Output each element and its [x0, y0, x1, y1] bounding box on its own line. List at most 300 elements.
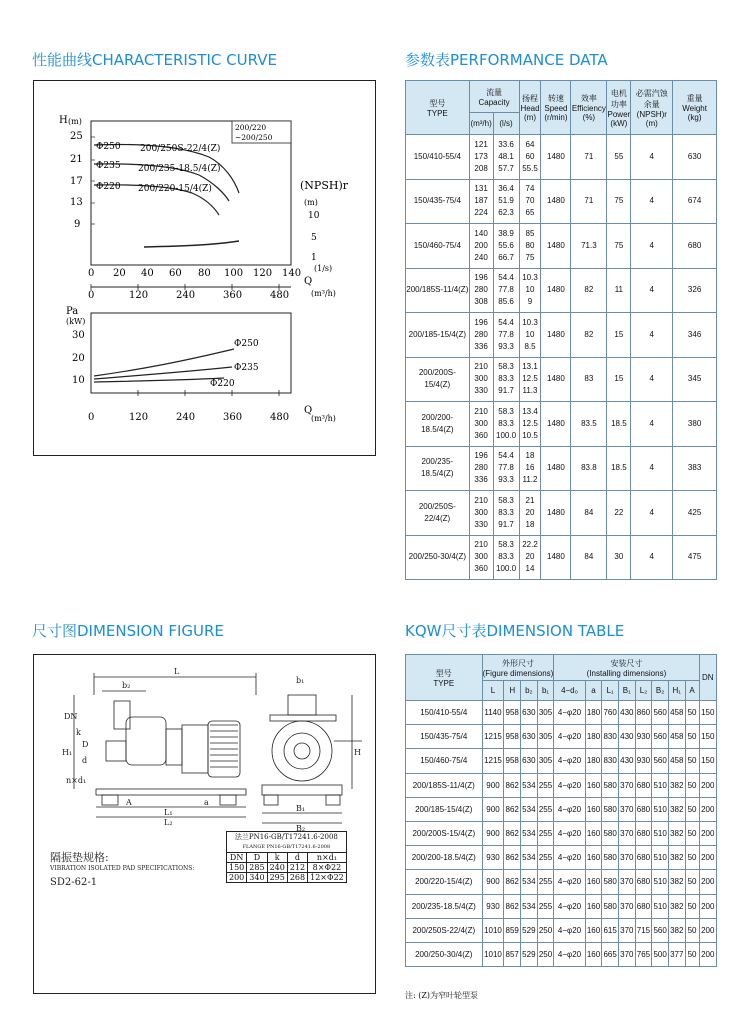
dimension-cell: 200	[699, 821, 716, 845]
dimension-cell: 255	[537, 870, 554, 894]
flange-header: DN	[227, 852, 247, 862]
dimension-cell: 580	[602, 846, 619, 870]
dim-label: DN	[64, 712, 78, 721]
performance-cell-speed: 1480	[541, 491, 571, 536]
dim-col-header: H	[504, 681, 521, 701]
performance-table	[405, 80, 717, 580]
dimension-cell: 50	[685, 821, 699, 845]
head-axis-label: H	[59, 115, 68, 126]
dim-label: a	[204, 798, 209, 807]
dimension-cell: 680	[635, 773, 652, 797]
dimension-cell: 430	[618, 725, 635, 749]
dimension-cell: 200	[699, 846, 716, 870]
dimension-cell: 160	[585, 870, 602, 894]
dim-label: k	[76, 728, 81, 737]
performance-cell-npsh: 4	[631, 402, 673, 447]
svg-text:360: 360	[223, 290, 243, 301]
head-tick: 17	[70, 176, 83, 187]
performance-row	[406, 268, 717, 313]
flange-subtitle: FLANGE PN16-GB/T17241.6-2008	[227, 842, 347, 852]
performance-cell-npsh: 4	[631, 179, 673, 224]
dimension-cell: 500	[652, 942, 669, 966]
dimension-cell: 200	[699, 942, 716, 966]
head-tick: 9	[74, 219, 81, 230]
dimension-cell: 580	[602, 773, 619, 797]
dimension-cell: 370	[618, 773, 635, 797]
pump-volute	[126, 717, 166, 765]
performance-cell-type: 150/410-55/4	[406, 135, 470, 180]
performance-row	[406, 224, 717, 269]
performance-cell-speed: 1480	[541, 135, 571, 180]
dim-label: L	[174, 667, 180, 676]
dimension-cell: 4−φ20	[554, 749, 585, 773]
dimension-cell: 930	[635, 725, 652, 749]
flange-cell: 212	[287, 862, 307, 872]
dimension-cell-type: 200/185-15/4(Z)	[406, 797, 483, 821]
dimension-cell: 160	[585, 821, 602, 845]
dimension-cell: 860	[635, 701, 652, 725]
curve-legend-line2: ~200/250	[235, 133, 273, 142]
svg-text:100: 100	[224, 268, 244, 279]
dimension-cell: 930	[482, 846, 504, 870]
svg-text:0: 0	[88, 268, 95, 279]
base-frame	[96, 789, 246, 795]
dimension-cell: 510	[652, 821, 669, 845]
dimension-cell: 150	[699, 701, 716, 725]
curve-legend-line1: 200/220	[235, 123, 267, 132]
performance-cell-speed: 1480	[541, 179, 571, 224]
power-tick: 10	[72, 375, 85, 386]
front-base	[262, 785, 342, 795]
header-weight: 重量 Weight (kg)	[673, 81, 717, 135]
dimension-cell: 50	[685, 701, 699, 725]
dimension-cell: 160	[585, 942, 602, 966]
dimension-cell-type: 150/460-75/4	[406, 749, 483, 773]
dim-header-type: 型号 TYPE	[406, 655, 483, 701]
performance-cell-speed: 1480	[541, 446, 571, 491]
dimension-cell: 50	[685, 918, 699, 942]
flange-cell: 340	[247, 872, 267, 882]
npsh-tick: 10	[308, 211, 320, 221]
dimension-row	[406, 797, 717, 821]
svg-text:140: 140	[282, 268, 302, 279]
dimension-cell: 1010	[482, 942, 504, 966]
dimension-cell: 680	[635, 821, 652, 845]
dim-label: L₁	[164, 808, 173, 817]
dim-col-header: H₁	[668, 681, 685, 701]
performance-cell-power: 15	[607, 357, 631, 402]
dim-label: A	[126, 798, 132, 807]
performance-cell-q_ls: 38.9 55.6 66.7	[493, 224, 519, 269]
dimension-cell: 560	[652, 701, 669, 725]
q-axis-label: Q	[304, 276, 313, 287]
performance-cell-speed: 1480	[541, 402, 571, 447]
dimension-cell: 4−φ20	[554, 725, 585, 749]
dimension-cell: 510	[652, 773, 669, 797]
performance-cell-type: 200/185-15/4(Z)	[406, 313, 470, 358]
performance-cell-eff: 84	[571, 535, 607, 580]
dimension-row	[406, 846, 717, 870]
header-speed: 转速 Speed (r/min)	[541, 81, 571, 135]
dimension-cell: 382	[668, 846, 685, 870]
isolation-pad-subtitle: VIBRATION ISOLATED PAD SPECIFICATIONS:	[50, 865, 195, 872]
dimension-cell: 830	[602, 749, 619, 773]
isolation-pad-value: SD2-62-1	[50, 877, 98, 888]
performance-cell-head: 18 16 11.2	[519, 446, 541, 491]
performance-cell-head: 10.3 10 9	[519, 268, 541, 313]
dimension-cell: 255	[537, 894, 554, 918]
performance-cell-eff: 82	[571, 268, 607, 313]
performance-cell-eff: 82	[571, 313, 607, 358]
flange-cell: 240	[267, 862, 287, 872]
dimension-cell: 560	[652, 918, 669, 942]
dimension-row	[406, 821, 717, 845]
npsh-tick: 5	[311, 233, 317, 243]
performance-cell-eff: 71.3	[571, 224, 607, 269]
dimension-cell: 859	[504, 918, 521, 942]
performance-row	[406, 402, 717, 447]
dimension-cell: 370	[618, 846, 635, 870]
dimension-cell: 529	[521, 918, 538, 942]
dimension-cell: 630	[521, 725, 538, 749]
performance-cell-q_ls: 54.4 77.8 93.3	[493, 313, 519, 358]
performance-cell-q_ls: 58.3 83.3 100.0	[493, 535, 519, 580]
flange-cell: 150	[227, 862, 247, 872]
flange-title: 法兰PN16-GB/T17241.6-2008	[227, 832, 347, 843]
dimension-cell: 255	[537, 797, 554, 821]
header-type: 型号 TYPE	[406, 81, 470, 135]
dim-label: H	[354, 748, 361, 757]
curve-section-title: 性能曲线CHARACTERISTIC CURVE	[32, 51, 277, 69]
dimension-cell: 930	[482, 894, 504, 918]
dimension-cell: 377	[668, 942, 685, 966]
dimension-cell: 715	[635, 918, 652, 942]
dimension-cell: 630	[521, 701, 538, 725]
svg-text:80: 80	[198, 268, 211, 279]
dimension-cell: 160	[585, 773, 602, 797]
performance-cell-type: 200/250S-22/4(Z)	[406, 491, 470, 536]
dimension-cell: 4−φ20	[554, 701, 585, 725]
performance-cell-npsh: 4	[631, 268, 673, 313]
dimension-cell: 680	[635, 894, 652, 918]
dimension-cell: 160	[585, 846, 602, 870]
performance-cell-type: 200/200-18.5/4(Z)	[406, 402, 470, 447]
svg-text:60: 60	[169, 268, 182, 279]
svg-text:240: 240	[176, 412, 196, 423]
dimension-cell: 150	[699, 749, 716, 773]
dimension-cell: 4−φ20	[554, 846, 585, 870]
performance-cell-eff: 83.8	[571, 446, 607, 491]
dimension-row	[406, 918, 717, 942]
head-tick: 25	[70, 131, 83, 142]
header-power: 电机 功率 Power (kW)	[607, 81, 631, 135]
dimension-cell: 200	[699, 870, 716, 894]
header-npsh: 必需汽蚀 余量 (NPSH)r (m)	[631, 81, 673, 135]
performance-cell-head: 13.1 12.5 11.3	[519, 357, 541, 402]
dimension-cell: 50	[685, 773, 699, 797]
performance-cell-eff: 71	[571, 179, 607, 224]
dimension-cell: 50	[685, 894, 699, 918]
header-head: 扬程 Head (m)	[519, 81, 541, 135]
performance-cell-npsh: 4	[631, 313, 673, 358]
dimension-cell-type: 200/185S-11/4(Z)	[406, 773, 483, 797]
dim-col-header: L₂	[635, 681, 652, 701]
dimension-cell: 200	[699, 918, 716, 942]
performance-row	[406, 179, 717, 224]
power-q-label: Q	[304, 405, 313, 416]
dimension-cell: 50	[685, 725, 699, 749]
performance-cell-power: 55	[607, 135, 631, 180]
dimension-cell-type: 200/200S-15/4(Z)	[406, 821, 483, 845]
performance-cell-q_m3h: 196 280 336	[469, 313, 493, 358]
svg-text:120: 120	[253, 268, 273, 279]
dimension-cell: 534	[521, 846, 538, 870]
dimension-cell: 1010	[482, 918, 504, 942]
performance-cell-power: 75	[607, 224, 631, 269]
performance-row	[406, 357, 717, 402]
head-curve-label: Φ235	[96, 161, 121, 171]
model-label: 200/250S-22/4(Z)	[140, 144, 221, 154]
dim-header-dn: DN	[699, 655, 716, 701]
dimension-cell: 900	[482, 821, 504, 845]
npsh-axis-label: (NPSH)r	[300, 179, 348, 192]
dimension-cell: 534	[521, 773, 538, 797]
power-curve-label: Φ250	[234, 339, 259, 349]
dimension-cell: 250	[537, 942, 554, 966]
q-ls-unit: (1/s)	[314, 264, 333, 273]
dimension-cell: 382	[668, 894, 685, 918]
dimension-table-section-title: KQW尺寸表DIMENSION TABLE	[405, 622, 625, 640]
dimension-cell: 430	[618, 749, 635, 773]
dimension-cell: 680	[635, 797, 652, 821]
power-q-unit: (m³/h)	[311, 414, 336, 423]
flange-header: k	[267, 852, 287, 862]
flange-header: n×d₁	[308, 852, 347, 862]
performance-cell-q_ls: 33.6 48.1 57.7	[493, 135, 519, 180]
performance-cell-head: 13.4 12.5 10.5	[519, 402, 541, 447]
dimension-cell: 580	[602, 821, 619, 845]
performance-cell-q_ls: 58.3 83.3 100.0	[493, 402, 519, 447]
head-axis-unit: (m)	[68, 117, 82, 126]
performance-cell-head: 64 60 55.5	[519, 135, 541, 180]
dimension-row	[406, 894, 717, 918]
dim-label: n×d₁	[66, 776, 87, 785]
dimension-cell: 580	[602, 797, 619, 821]
flange-row	[227, 862, 347, 872]
dim-header-install: 安装尺寸 (Installing dimensions)	[554, 655, 699, 681]
dimension-cell: 255	[537, 846, 554, 870]
dimension-cell: 250	[537, 918, 554, 942]
dimension-cell: 862	[504, 846, 521, 870]
performance-cell-speed: 1480	[541, 313, 571, 358]
dimension-cell: 560	[652, 749, 669, 773]
flange-header: D	[247, 852, 267, 862]
flange-cell: 8×Φ22	[308, 862, 347, 872]
dimension-cell: 200	[699, 797, 716, 821]
performance-cell-power: 30	[607, 535, 631, 580]
dimension-cell: 4−φ20	[554, 918, 585, 942]
dimension-cell: 630	[521, 749, 538, 773]
performance-cell-head: 74 70 65	[519, 179, 541, 224]
dimension-cell: 958	[504, 749, 521, 773]
dimension-cell: 50	[685, 846, 699, 870]
dimension-cell: 180	[585, 701, 602, 725]
performance-cell-weight: 674	[673, 179, 717, 224]
dimension-cell-type: 200/200-18.5/4(Z)	[406, 846, 483, 870]
dimension-cell: 862	[504, 870, 521, 894]
performance-cell-type: 200/200S-15/4(Z)	[406, 357, 470, 402]
model-label: 200/235-18.5/4(Z)	[138, 164, 221, 174]
dimension-cell: 160	[585, 894, 602, 918]
dimension-cell: 958	[504, 701, 521, 725]
dimension-cell: 665	[602, 942, 619, 966]
performance-cell-speed: 1480	[541, 357, 571, 402]
svg-text:120: 120	[129, 412, 149, 423]
performance-section-title: 参数表PERFORMANCE DATA	[405, 51, 608, 69]
performance-cell-type: 200/250-30/4(Z)	[406, 535, 470, 580]
performance-cell-speed: 1480	[541, 268, 571, 313]
dim-label: H₁	[62, 748, 73, 757]
dimension-cell: 200	[699, 894, 716, 918]
characteristic-curve-panel	[33, 80, 376, 456]
performance-cell-q_ls: 36.4 51.9 62.3	[493, 179, 519, 224]
performance-cell-head: 21 20 18	[519, 491, 541, 536]
dim-header-outline: 外形尺寸 (Figure dimensions)	[482, 655, 554, 681]
dim-label: L₂	[164, 818, 173, 827]
head-curve-label: Φ220	[96, 182, 121, 192]
dimension-cell: 510	[652, 870, 669, 894]
dimension-cell: 560	[652, 725, 669, 749]
model-label: 200/220-15/4(Z)	[138, 184, 212, 194]
dimension-cell: 370	[618, 894, 635, 918]
performance-cell-power: 15	[607, 313, 631, 358]
dimension-row	[406, 870, 717, 894]
dimension-cell-type: 200/250-30/4(Z)	[406, 942, 483, 966]
head-tick: 21	[70, 154, 83, 165]
dimension-cell: 4−φ20	[554, 821, 585, 845]
dim-col-header: B₁	[618, 681, 635, 701]
performance-cell-q_m3h: 210 300 330	[469, 357, 493, 402]
performance-cell-head: 10.3 10 8.5	[519, 313, 541, 358]
performance-cell-weight: 425	[673, 491, 717, 536]
dim-label: d	[82, 756, 88, 765]
dimension-cell: 458	[668, 725, 685, 749]
dimension-row	[406, 942, 717, 966]
dimension-cell: 160	[585, 918, 602, 942]
dimension-cell: 534	[521, 797, 538, 821]
dimension-cell: 4−φ20	[554, 797, 585, 821]
performance-row	[406, 313, 717, 358]
dim-col-header: b₂	[521, 681, 538, 701]
header-efficiency: 效率 Efficiency (%)	[571, 81, 607, 135]
performance-cell-speed: 1480	[541, 224, 571, 269]
pump-dimension-drawing	[34, 655, 377, 995]
dim-col-header: B₂	[652, 681, 669, 701]
header-capacity-m3h: (m³/h)	[469, 113, 493, 135]
performance-cell-npsh: 4	[631, 357, 673, 402]
dim-col-header: 4−d₀	[554, 681, 585, 701]
dimension-cell: 4−φ20	[554, 773, 585, 797]
performance-row	[406, 491, 717, 536]
performance-cell-weight: 475	[673, 535, 717, 580]
dimension-cell-type: 200/235-18.5/4(Z)	[406, 894, 483, 918]
dimension-cell: 510	[652, 846, 669, 870]
dimension-figure-section-title: 尺寸图DIMENSION FIGURE	[32, 622, 224, 640]
head-grid	[91, 137, 95, 224]
dimension-cell: 862	[504, 894, 521, 918]
dim-col-header: A	[685, 681, 699, 701]
performance-cell-npsh: 4	[631, 491, 673, 536]
dimension-cell: 510	[652, 797, 669, 821]
flange-table	[226, 831, 347, 883]
dimension-cell: 4−φ20	[554, 870, 585, 894]
performance-row	[406, 135, 717, 180]
dim-col-header: b₁	[537, 681, 554, 701]
dimension-cell: 150	[699, 725, 716, 749]
dimension-cell: 534	[521, 870, 538, 894]
svg-text:0: 0	[88, 290, 95, 301]
dimension-cell: 200	[699, 773, 716, 797]
dimension-cell: 370	[618, 918, 635, 942]
dimension-row	[406, 725, 717, 749]
performance-cell-q_m3h: 196 280 308	[469, 268, 493, 313]
dimension-cell: 370	[618, 870, 635, 894]
power-q-ticks	[88, 412, 289, 423]
dimension-cell: 382	[668, 918, 685, 942]
dim-label: B₁	[296, 804, 306, 813]
dimension-cell-type: 150/410-55/4	[406, 701, 483, 725]
header-capacity-ls: (l/s)	[493, 113, 519, 135]
dimension-cell: 430	[618, 701, 635, 725]
dimension-cell: 370	[618, 821, 635, 845]
dim-col-header: L₁	[602, 681, 619, 701]
dimension-cell: 1215	[482, 725, 504, 749]
svg-text:0: 0	[88, 412, 95, 423]
npsh-tick: 1	[311, 253, 317, 263]
dim-label: b₁	[296, 676, 305, 685]
dimension-cell: 458	[668, 701, 685, 725]
performance-cell-power: 11	[607, 268, 631, 313]
head-curve-label: Φ250	[96, 142, 121, 152]
dimension-row	[406, 701, 717, 725]
performance-cell-weight: 346	[673, 313, 717, 358]
dimension-cell: 900	[482, 870, 504, 894]
performance-cell-eff: 83.5	[571, 402, 607, 447]
svg-text:240: 240	[176, 290, 196, 301]
dimension-cell: 255	[537, 773, 554, 797]
dimension-cell: 382	[668, 773, 685, 797]
dimension-cell: 305	[537, 725, 554, 749]
front-volute	[272, 721, 332, 781]
performance-cell-head: 85 80 75	[519, 224, 541, 269]
performance-cell-weight: 326	[673, 268, 717, 313]
power-tick: 20	[72, 353, 85, 364]
head-tick: 13	[70, 197, 83, 208]
performance-cell-q_ls: 54.4 77.8 85.6	[493, 268, 519, 313]
performance-row	[406, 535, 717, 580]
dimension-cell: 180	[585, 749, 602, 773]
dimension-cell: 862	[504, 797, 521, 821]
dimension-cell-type: 150/435-75/4	[406, 725, 483, 749]
dimension-cell: 680	[635, 870, 652, 894]
dimension-cell: 180	[585, 725, 602, 749]
performance-cell-speed: 1480	[541, 535, 571, 580]
dimension-cell: 830	[602, 725, 619, 749]
performance-cell-q_m3h: 121 173 208	[469, 135, 493, 180]
dimension-cell: 857	[504, 942, 521, 966]
performance-cell-q_m3h: 210 300 360	[469, 402, 493, 447]
performance-row	[406, 446, 717, 491]
